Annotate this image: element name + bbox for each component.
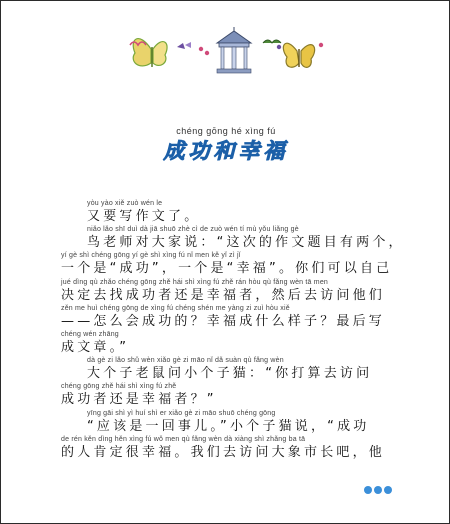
hanzi-line: “应该是一回事儿。”小个子猫说，“成功 xyxy=(87,418,370,434)
pinyin-line: niǎo lǎo shī duì dà jiā shuō zhè cì de zuò wén tí mù yǒu liǎng gè xyxy=(87,226,299,234)
text-line xyxy=(61,304,391,330)
hanzi-line: 的人肯定很幸福。我们去访问大象市长吧，他 xyxy=(61,444,386,460)
page-title: 成功和幸福 xyxy=(163,139,289,163)
page-number-marker xyxy=(363,485,393,495)
text-line xyxy=(61,225,405,251)
pinyin-line: yīng gāi shì yì huí shì er xiǎo gè zi māo shuō chéng gōng xyxy=(87,409,276,417)
pinyin-line: yòu yào xiě zuò wén le xyxy=(87,200,163,207)
pinyin-line: chéng gōng zhě hái shì xìng fú zhě xyxy=(61,383,177,391)
hanzi-line: 成文章。” xyxy=(61,339,130,355)
text-line xyxy=(61,199,391,225)
text-line xyxy=(61,356,391,382)
butterfly-icon xyxy=(133,39,167,67)
pinyin-line: zěn me huì chéng gōng de xìng fú chéng shén me yàng zi zuì hòu xiě xyxy=(61,304,290,312)
hanzi-line: 一个是“成功”，一个是“幸福”。你们可以自己 xyxy=(61,261,393,277)
pinyin-line: dà gè zi lǎo shǔ wèn xiǎo gè zi māo nǐ dǎ suàn qù fǎng wèn xyxy=(87,357,284,365)
pinyin-line: yí gè shì chéng gōng yí gè shì xìng fú nǐ men kě yǐ zì jǐ xyxy=(61,252,241,260)
title-pinyin: chéng gōng hé xìng fú xyxy=(176,126,276,136)
pinyin-line: de rén kěn dìng hěn xìng fú wǒ men qù fǎng wèn dà xiàng shì zhǎng ba tā xyxy=(61,435,306,443)
hanzi-line: 决定去找成功者还是幸福者，然后去访问他们 xyxy=(61,287,386,303)
text-line xyxy=(61,278,391,304)
hanzi-line: ——怎么会成功的？幸福成什么样子？最后写 xyxy=(61,313,386,329)
pinyin-line: jué dìng qù zhǎo chéng gōng zhě hái shì xìng fú zhě rán hòu qù fǎng wèn tā men xyxy=(61,278,329,286)
small-butterfly-icon xyxy=(177,42,191,49)
butterfly-icon xyxy=(283,43,314,67)
bird-icon xyxy=(263,40,281,43)
text-line xyxy=(61,330,391,356)
pinyin-line: chéng wén zhāng xyxy=(61,330,119,338)
hanzi-line: 成功者还是幸福者？” xyxy=(61,392,217,408)
text-line xyxy=(61,382,391,408)
header-decoration xyxy=(1,1,450,111)
hanzi-line: 又要写作文了。 xyxy=(87,209,201,224)
text-line xyxy=(61,409,391,435)
hanzi-line: 大个子老鼠问小个子猫：“你打算去访问 xyxy=(87,366,373,382)
text-line xyxy=(61,251,391,277)
gazebo-icon xyxy=(217,27,251,73)
hanzi-line: 鸟老师对大家说：“这次的作文题目有两个， xyxy=(87,235,405,251)
story-text xyxy=(61,199,405,461)
text-line xyxy=(61,435,391,461)
